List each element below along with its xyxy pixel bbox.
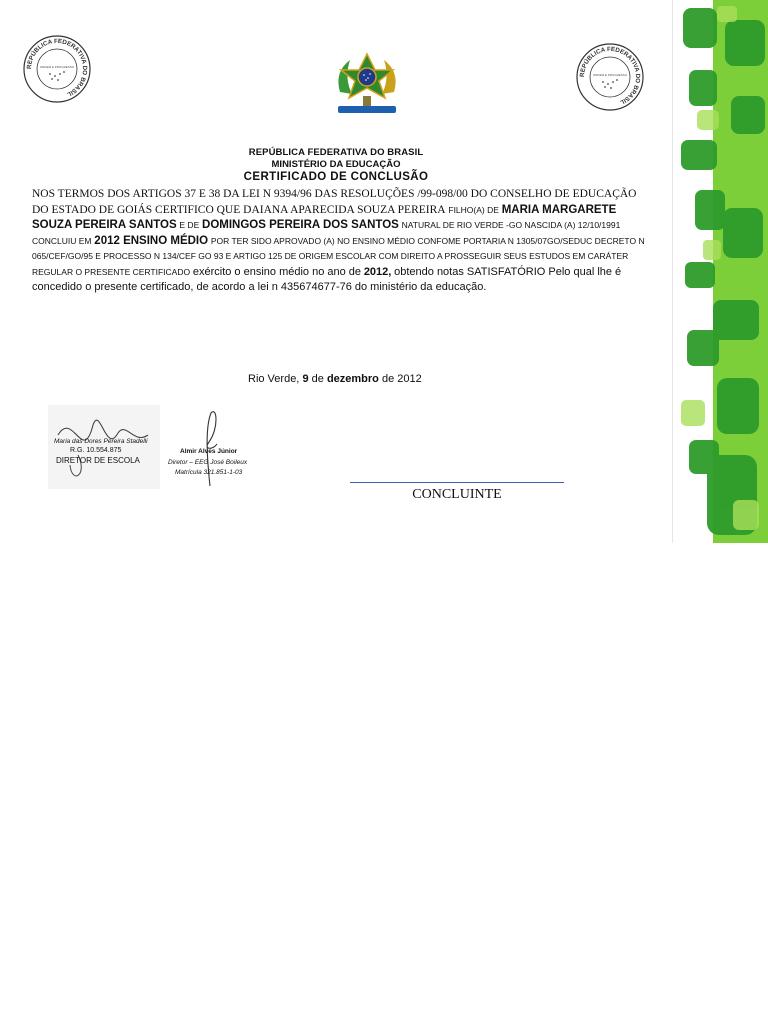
second-signature-stamp	[165, 408, 275, 488]
director-name: Maria das Dores Pereira Stadelli	[54, 438, 148, 445]
completion-year: 2012,	[363, 265, 392, 278]
body-result-text: obtendo notas SATISFATÓRIO Pelo qual lhe é concedido o presente certificado, de acordo a lei n 435674677-76 do ministério da educação.	[32, 265, 622, 293]
header-ministry: MINISTÉRIO DA EDUCAÇÃO	[271, 159, 401, 170]
second-name: Almir Alves Júnior	[180, 448, 238, 455]
body-filho-label: FILHO(A) DE	[448, 204, 499, 215]
director-signature-stamp	[48, 405, 160, 489]
seal-ring-text: REPÚBLICA FEDERATIVA DO BRASIL	[25, 37, 89, 98]
concluinte-signature-line	[350, 482, 564, 483]
seal-ring-text: REPÚBLICA FEDERATIVA DO BRASIL	[578, 45, 642, 106]
date-year: de 2012	[381, 373, 422, 385]
date-day: 9	[302, 373, 309, 385]
director-title: DIRETOR DE ESCOLA	[56, 456, 140, 465]
place-and-date	[248, 373, 422, 385]
second-matricula: Matrícula 321.851-1-03	[175, 469, 243, 476]
certificate-body	[32, 187, 652, 296]
header-republic: REPÚBLICA FEDERATIVA DO BRASIL	[248, 147, 424, 158]
body-birth-info: NATURAL DE RIO VERDE -GO NASCIDA (A) 12/10/1991 CONCLUIU EM	[32, 220, 621, 246]
decorative-green-band	[672, 0, 768, 543]
body-intro: NOS TERMOS DOS ARTIGOS 37 E 38 DA LEI N 9394/96 DAS RESOLUÇÕES /99-098/00 DO CONSELHO DE EDUCAÇÃO DO ESTADO DE GOIÁS CERTIFICO QUE DAIANA APARECIDA SOUZA PEREIRA	[32, 188, 637, 216]
seal-center-text: ORDEM E PROGRESSO	[39, 65, 75, 69]
second-role: Diretor – EEG José Boileux	[168, 459, 248, 466]
father-name: DOMINGOS PEREIRA DOS SANTOS	[202, 219, 399, 231]
body-e-de: E DE	[179, 220, 200, 230]
seal-center-text: ORDEM E PROGRESSO	[592, 73, 628, 77]
green-squares-pattern-icon	[673, 0, 768, 543]
left-seal	[22, 34, 92, 104]
body-legal-basis: POR TER SIDO APROVADO (A) NO ENSINO MÉDIO CONFOME PORTARIA N 1305/07GO/SEDUC DECRETO N 065/CEF/GO/95 E PROCESSO N 134/CEF GO 93 E ARTIGO 125 DE ORIGEM ESCOLAR COM DIREITO A PROSSEGUIR SEUS ESTUDOS EM CARÁTER REGULAR O PRESENTE CERTIFICADO	[32, 235, 645, 277]
mother-name: MARIA MARGARETE SOUZA PEREIRA SANTOS	[32, 203, 617, 231]
concluinte-label: CONCLUINTE	[412, 487, 502, 502]
certificate-title: CERTIFICADO DE CONCLUSÃO	[243, 171, 429, 183]
course-completed: 2012 ENSINO MÉDIO	[94, 234, 209, 247]
date-prefix: Rio Verde,	[248, 373, 300, 385]
date-month: dezembro	[326, 373, 379, 385]
right-seal	[575, 42, 645, 112]
date-de: de	[311, 373, 324, 385]
body-exam-text: exército o ensino médio no ano de	[192, 265, 362, 278]
coat-of-arms-emblem	[330, 52, 404, 118]
director-rg: R.G. 10.554.875	[70, 447, 122, 454]
